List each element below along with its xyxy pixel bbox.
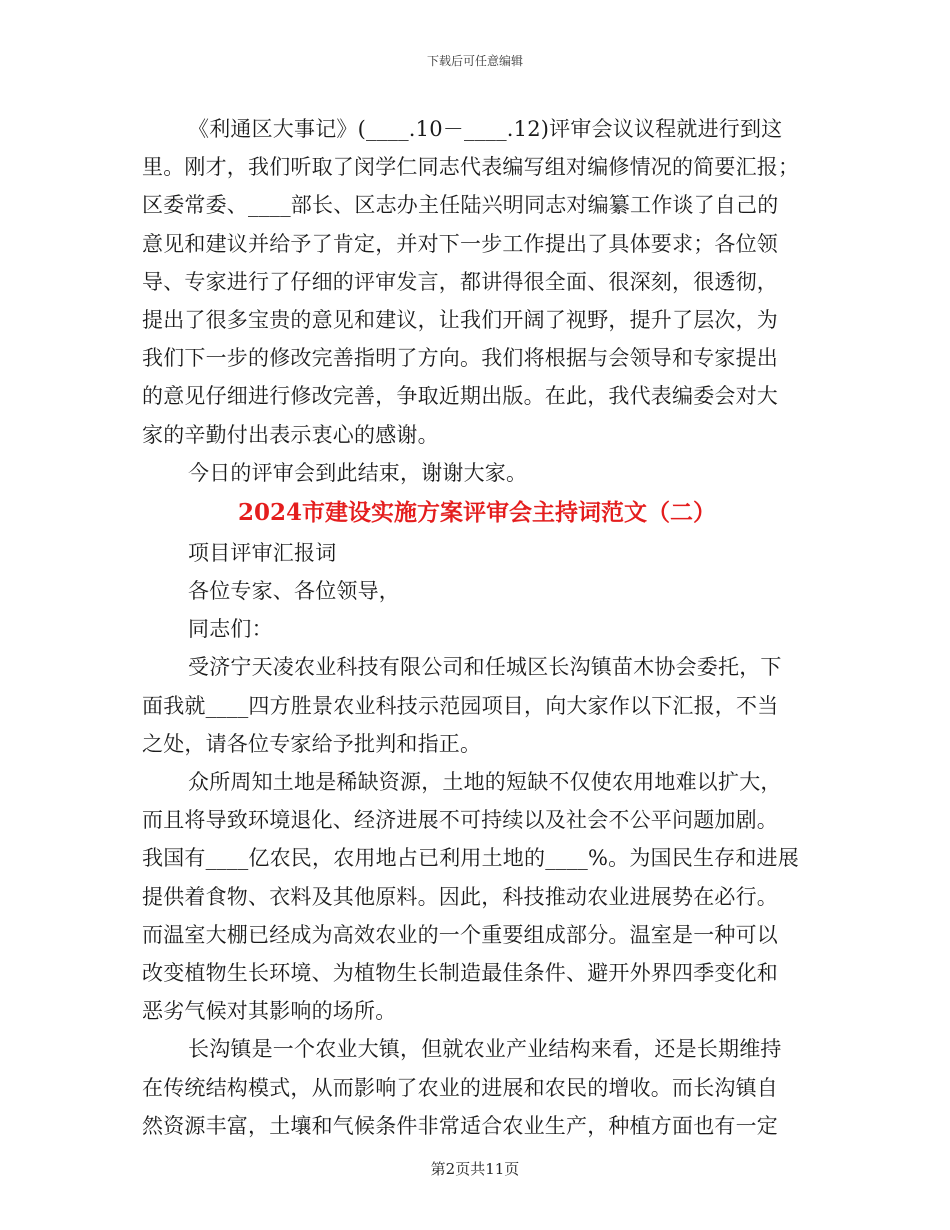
paragraph-line: 我们下一步的修改完善指明了方向。我们将根据与会领导和专家提出 [142,346,778,371]
paragraph-line: 在传统结构模式，从而影响了农业的进展和农民的增收。而长沟镇自 [142,1075,778,1100]
paragraph-line: 而温室大棚已经成为高效农业的一个重要组成部分。温室是一种可以 [142,922,778,947]
paragraph-line: 而且将导致环境退化、经济进展不可持续以及社会不公平问题加剧。 [142,808,778,833]
section-title: 2024市建设实施方案评审会主持词范文（二） [237,498,716,526]
paragraph-line: 《利通区大事记》(____.10－____.12)评审会议议程就进行到这 [188,117,783,141]
paragraph-line: 里。刚才，我们听取了闵学仁同志代表编写组对编修情况的简要汇报； [142,155,800,180]
closing-line: 今日的评审会到此结束，谢谢大家。 [188,460,528,485]
paragraph-line: 意见和建议并给予了肯定，并对下一步工作提出了具体要求；各位领 [142,231,778,256]
paragraph-line: 的意见仔细进行修改完善，争取近期出版。在此，我代表编委会对大 [142,384,778,409]
paragraph-line: 家的辛勤付出表示衷心的感谢。 [142,422,439,447]
page-footer: 第2页共11页 [430,1160,520,1178]
paragraph-line: 导、专家进行了仔细的评审发言，都讲得很全面、很深刻，很透彻， [142,269,778,294]
paragraph-line: 提出了很多宝贵的意见和建议，让我们开阔了视野，提升了层次，为 [142,307,778,332]
salutation-line: 同志们： [188,617,273,642]
paragraph-line: 受济宁天凌农业科技有限公司和任城区长沟镇苗木协会委托，下 [188,655,782,680]
subtitle-line: 项目评审汇报词 [188,540,337,565]
document-body [142,110,812,1145]
paragraph-line: 我国有____亿农民，农用地占已利用土地的____%。为国民生存和进展 [142,846,799,871]
paragraph-line: 然资源丰富，土壤和气候条件非常适合农业生产，种植方面也有一定 [142,1113,778,1138]
paragraph-line: 众所周知土地是稀缺资源，土地的短缺不仅使农用地难以扩大， [188,770,782,794]
paragraph-line: 区委常委、____部长、区志办主任陆兴明同志对编纂工作谈了自己的 [142,193,779,218]
page-header: 下载后可任意编辑 [426,54,523,68]
paragraph-line: 长沟镇是一个农业大镇，但就农业产业结构来看，还是长期维持 [188,1037,782,1062]
paragraph-line: 改变植物生长环境、为植物生长制造最佳条件、避开外界四季变化和 [142,960,778,985]
paragraph-line: 之处，请各位专家给予批判和指正。 [142,731,482,756]
paragraph-line: 面我就____四方胜景农业科技示范园项目，向大家作以下汇报，不当 [142,693,779,718]
salutation-line: 各位专家、各位领导， [188,579,400,604]
paragraph-line: 恶劣气候对其影响的场所。 [142,999,397,1024]
paragraph-line: 提供着食物、衣料及其他原料。因此，科技推动农业进展势在必行。 [142,884,778,909]
